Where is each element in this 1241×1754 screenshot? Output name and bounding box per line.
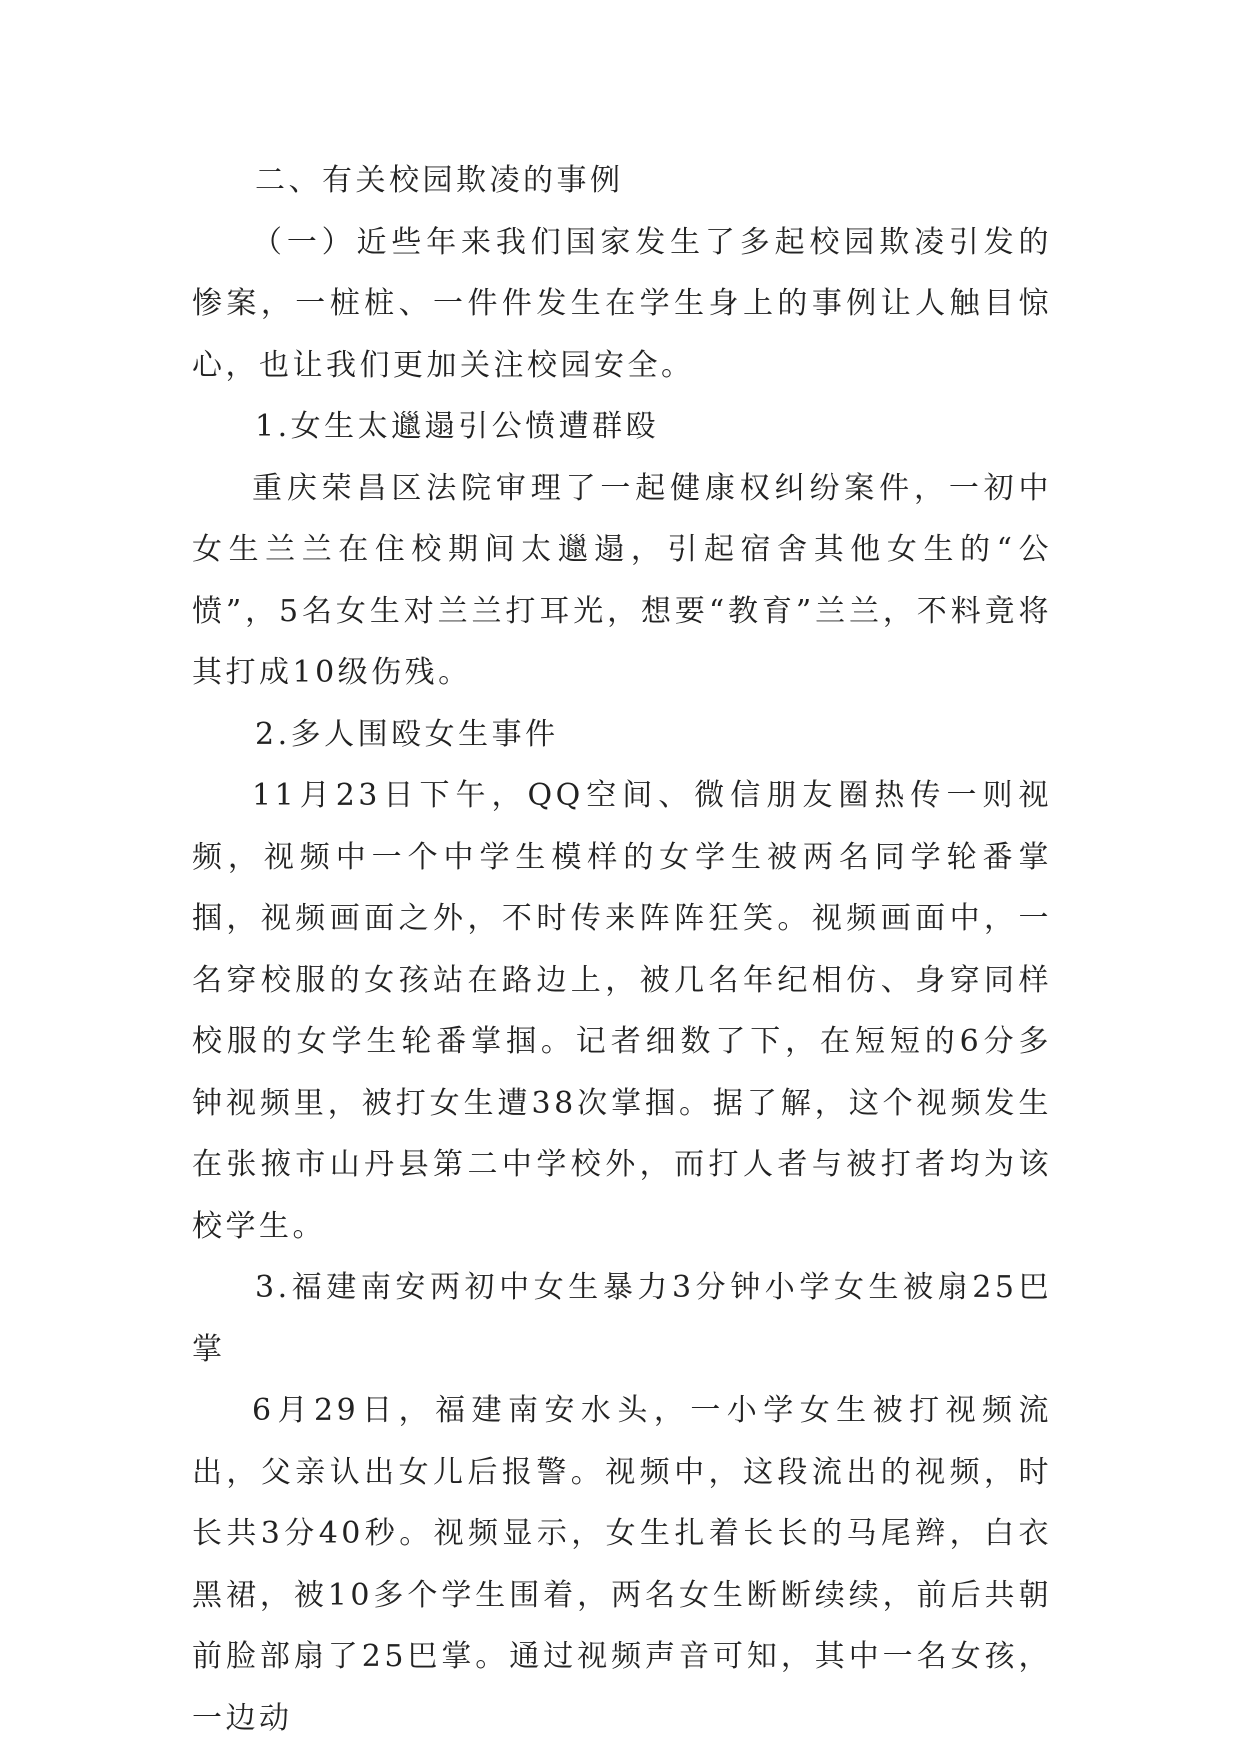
case-1-heading: 1.女生太邋遢引公愤遭群殴 bbox=[255, 409, 660, 444]
section-heading: 二、有关校园欺凌的事例 bbox=[255, 163, 624, 198]
case-2-paragraph: 11月23日下午，QQ空间、微信朋友圈热传一则视频，视频中一个中学生模样的女学生被两名同学轮番掌掴，视频画面之外，不时传来阵阵狂笑。视频画面中，一名穿校服的女孩站在路边上，被几名年纪相仿、身穿同样校服的女学生轮番掌掴。记者细数了下，在短短的6分多钟视频里，被打女生遭38次掌掴。据了解，这个视频发生在张掖市山丹县第二中学校外，而打人者与被打者均为该校学生。 bbox=[192, 778, 1052, 1244]
case-3-paragraph: 6月29日，福建南安水头，一小学女生被打视频流出，父亲认出女儿后报警。视频中，这段流出的视频，时长共3分40秒。视频显示，女生扎着长长的马尾辫，白衣黑裙，被10多个学生围着，两名女生断断续续，前后共朝前脸部扇了25巴掌。通过视频声音可知，其中一名女孩，一边动 bbox=[192, 1393, 1052, 1736]
case-1-paragraph: 重庆荣昌区法院审理了一起健康权纠纷案件，一初中女生兰兰在住校期间太邋遢，引起宿舍其他女生的“公愤”，5名女生对兰兰打耳光，想要“教育”兰兰，不料竟将其打成10级伤残。 bbox=[192, 470, 1052, 690]
intro-paragraph: （一）近些年来我们国家发生了多起校园欺凌引发的惨案，一桩桩、一件件发生在学生身上的事例让人触目惊心，也让我们更加关注校园安全。 bbox=[192, 224, 1052, 383]
case-2-heading: 2.多人围殴女生事件 bbox=[255, 716, 559, 752]
case-3-heading: 3.福建南安两初中女生暴力3分钟小学女生被扇25巴掌 bbox=[192, 1270, 1052, 1367]
document-body bbox=[192, 150, 1052, 1749]
